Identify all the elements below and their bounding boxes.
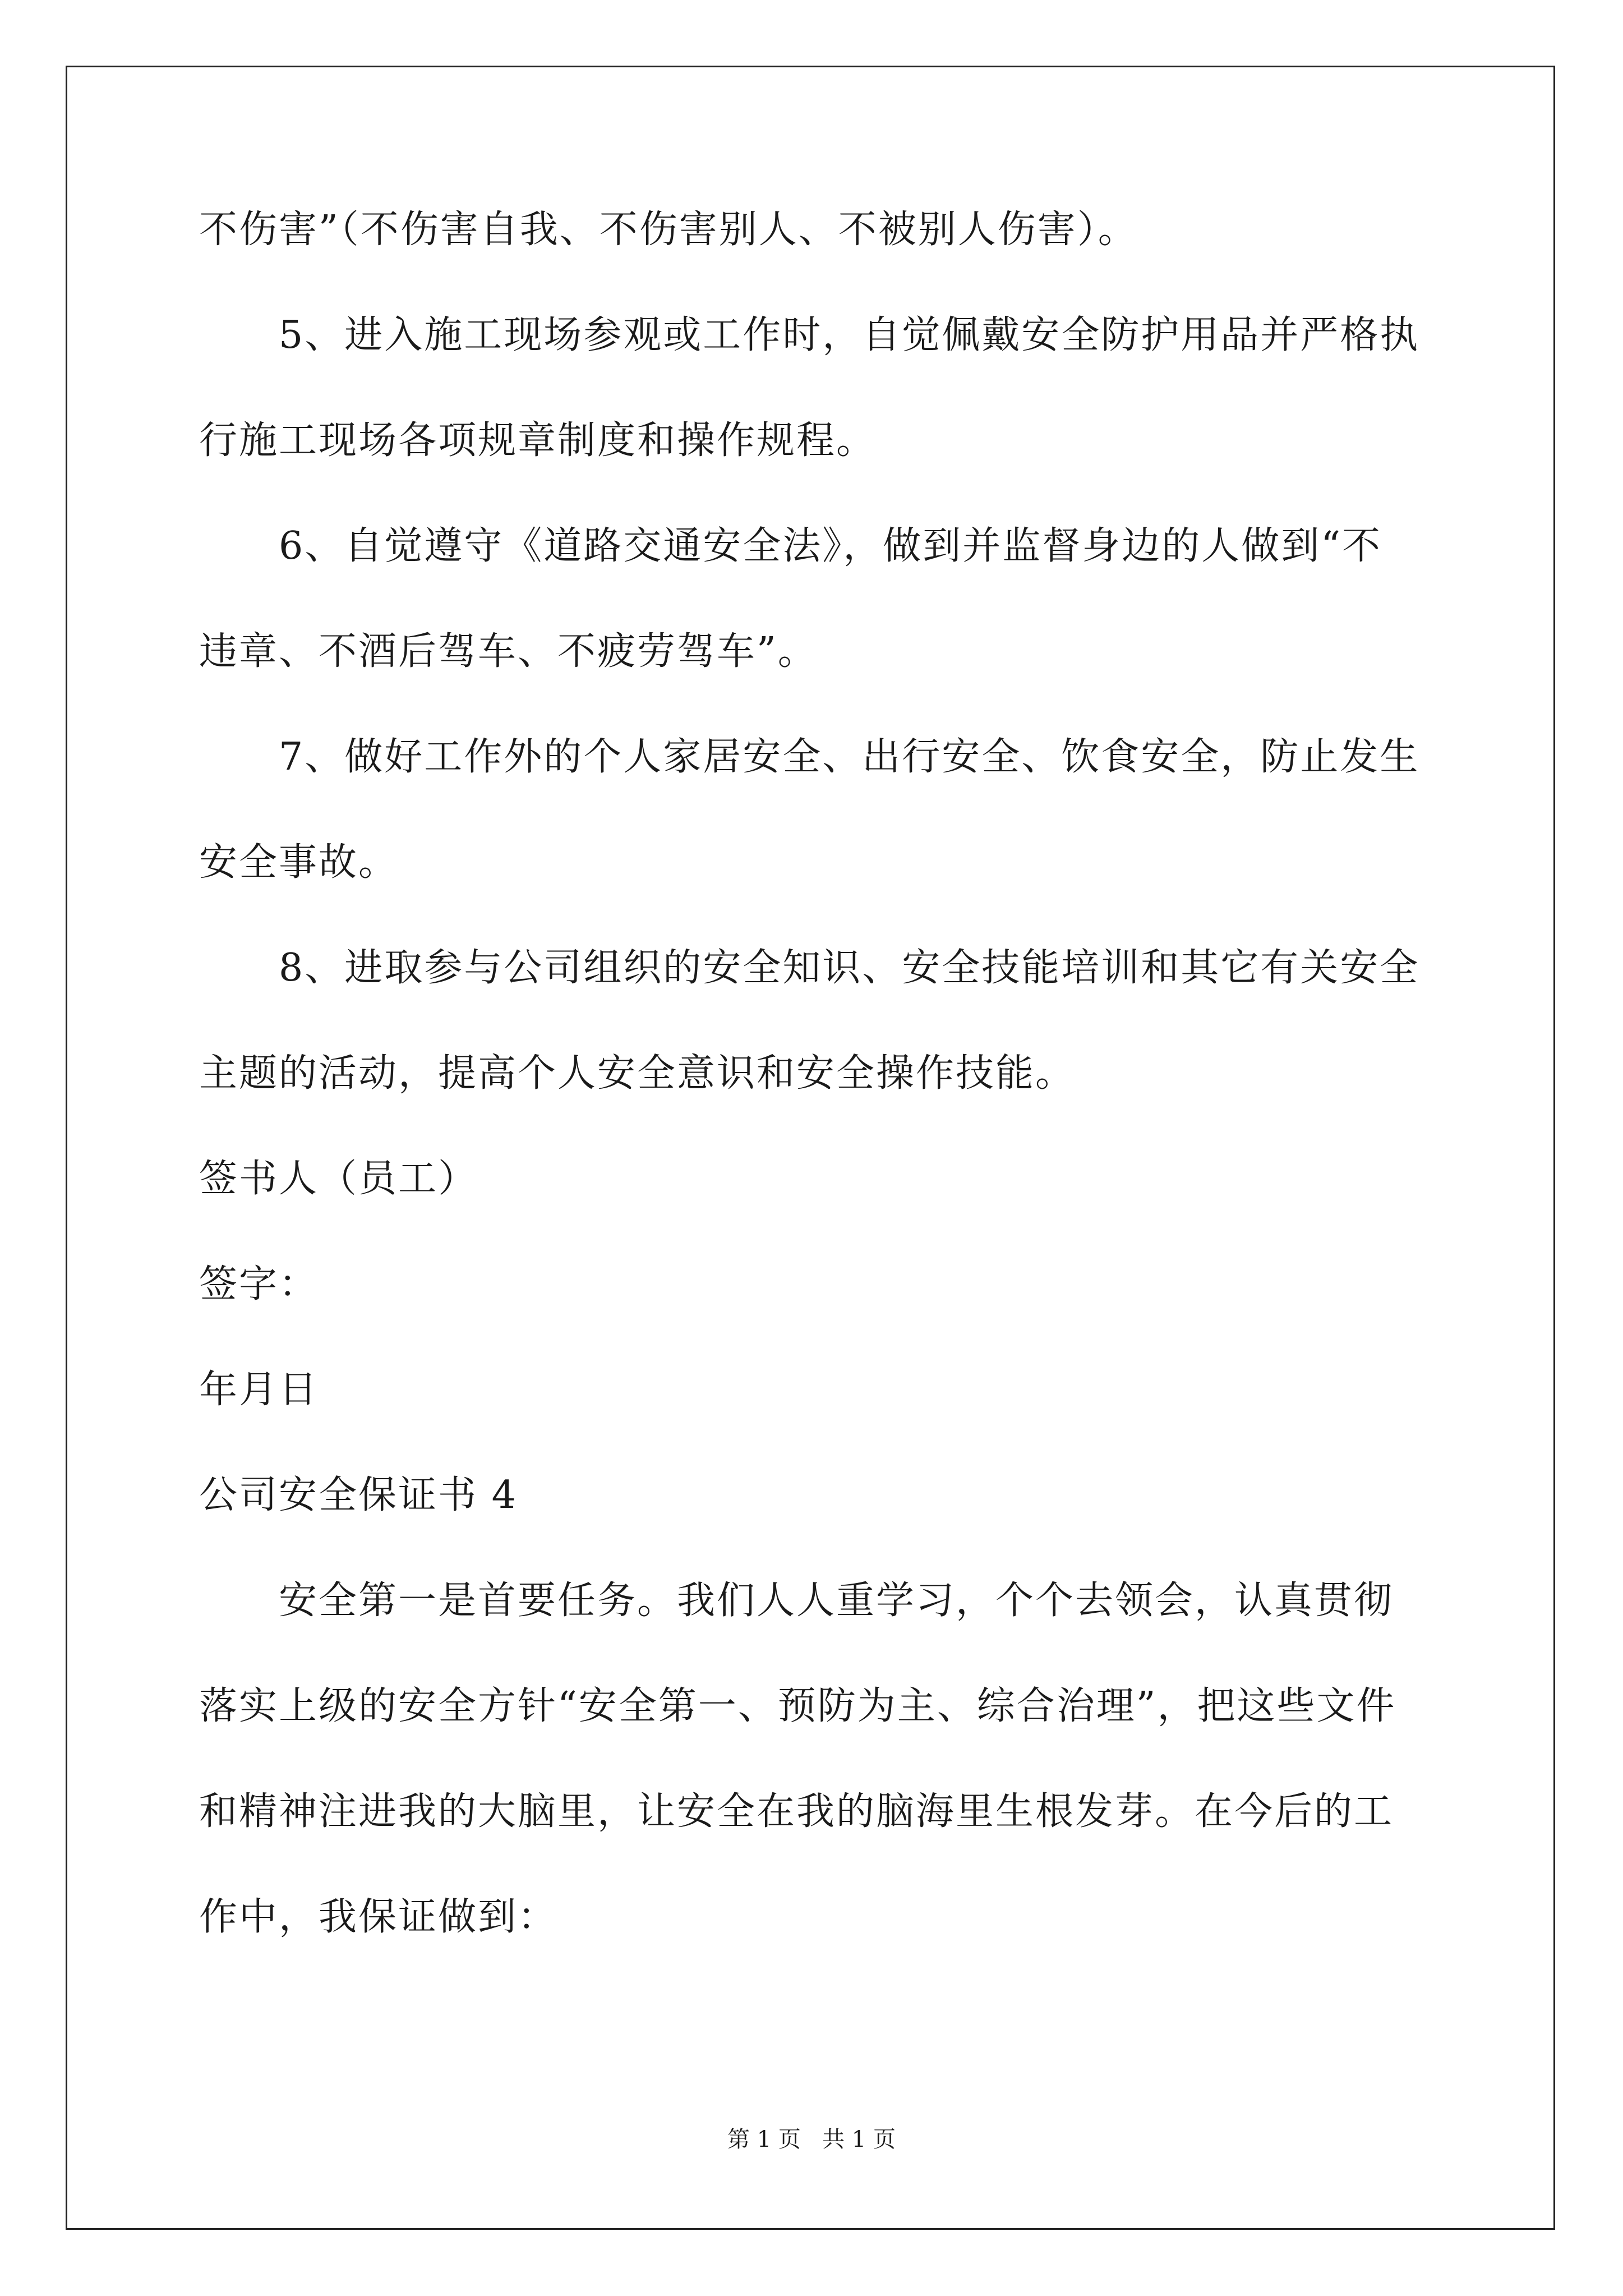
text-line: 6、自觉遵守《道路交通安全法》，做到并监督身边的人做到“不 (279, 524, 1382, 568)
text-line: 安全事故。 (199, 840, 399, 885)
text-line: 违章、不酒后驾车、不疲劳驾车”。 (199, 629, 818, 674)
text-line: 主题的活动，提高个人安全意识和安全操作技能。 (199, 1051, 1076, 1096)
text-line: 5、进入施工现场参观或工作时，自觉佩戴安全防护用品并严格执 (279, 313, 1420, 357)
page-footer: 第 1 页 共 1 页 (727, 2127, 896, 2152)
text-line: 安全第一是首要任务。我们人人重学习，个个去领会，认真贯彻 (279, 1579, 1394, 1623)
date-label: 年月日 (199, 1368, 319, 1412)
text-line: 和精神注进我的大脑里，让安全在我的脑海里生根发芽。在今后的工 (199, 1789, 1394, 1834)
signature-label: 签字： (199, 1262, 319, 1306)
text-line: 7、做好工作外的个人家居安全、出行安全、饮食安全，防止发生 (279, 735, 1420, 779)
signer-label: 签书人（员工） (199, 1157, 478, 1201)
text-line: 落实上级的安全方针“安全第一、预防为主、综合治理”，把这些文件 (199, 1684, 1396, 1728)
text-line: 行施工现场各项规章制度和操作规程。 (199, 418, 877, 463)
section-title: 公司安全保证书 4 (199, 1473, 518, 1517)
text-line: 不伤害”（不伤害自我、不伤害别人、不被别人伤害）。 (199, 208, 1138, 252)
text-line: 8、进取参与公司组织的安全知识、安全技能培训和其它有关安全 (279, 946, 1420, 990)
text-line: 作中，我保证做到： (199, 1895, 558, 1939)
